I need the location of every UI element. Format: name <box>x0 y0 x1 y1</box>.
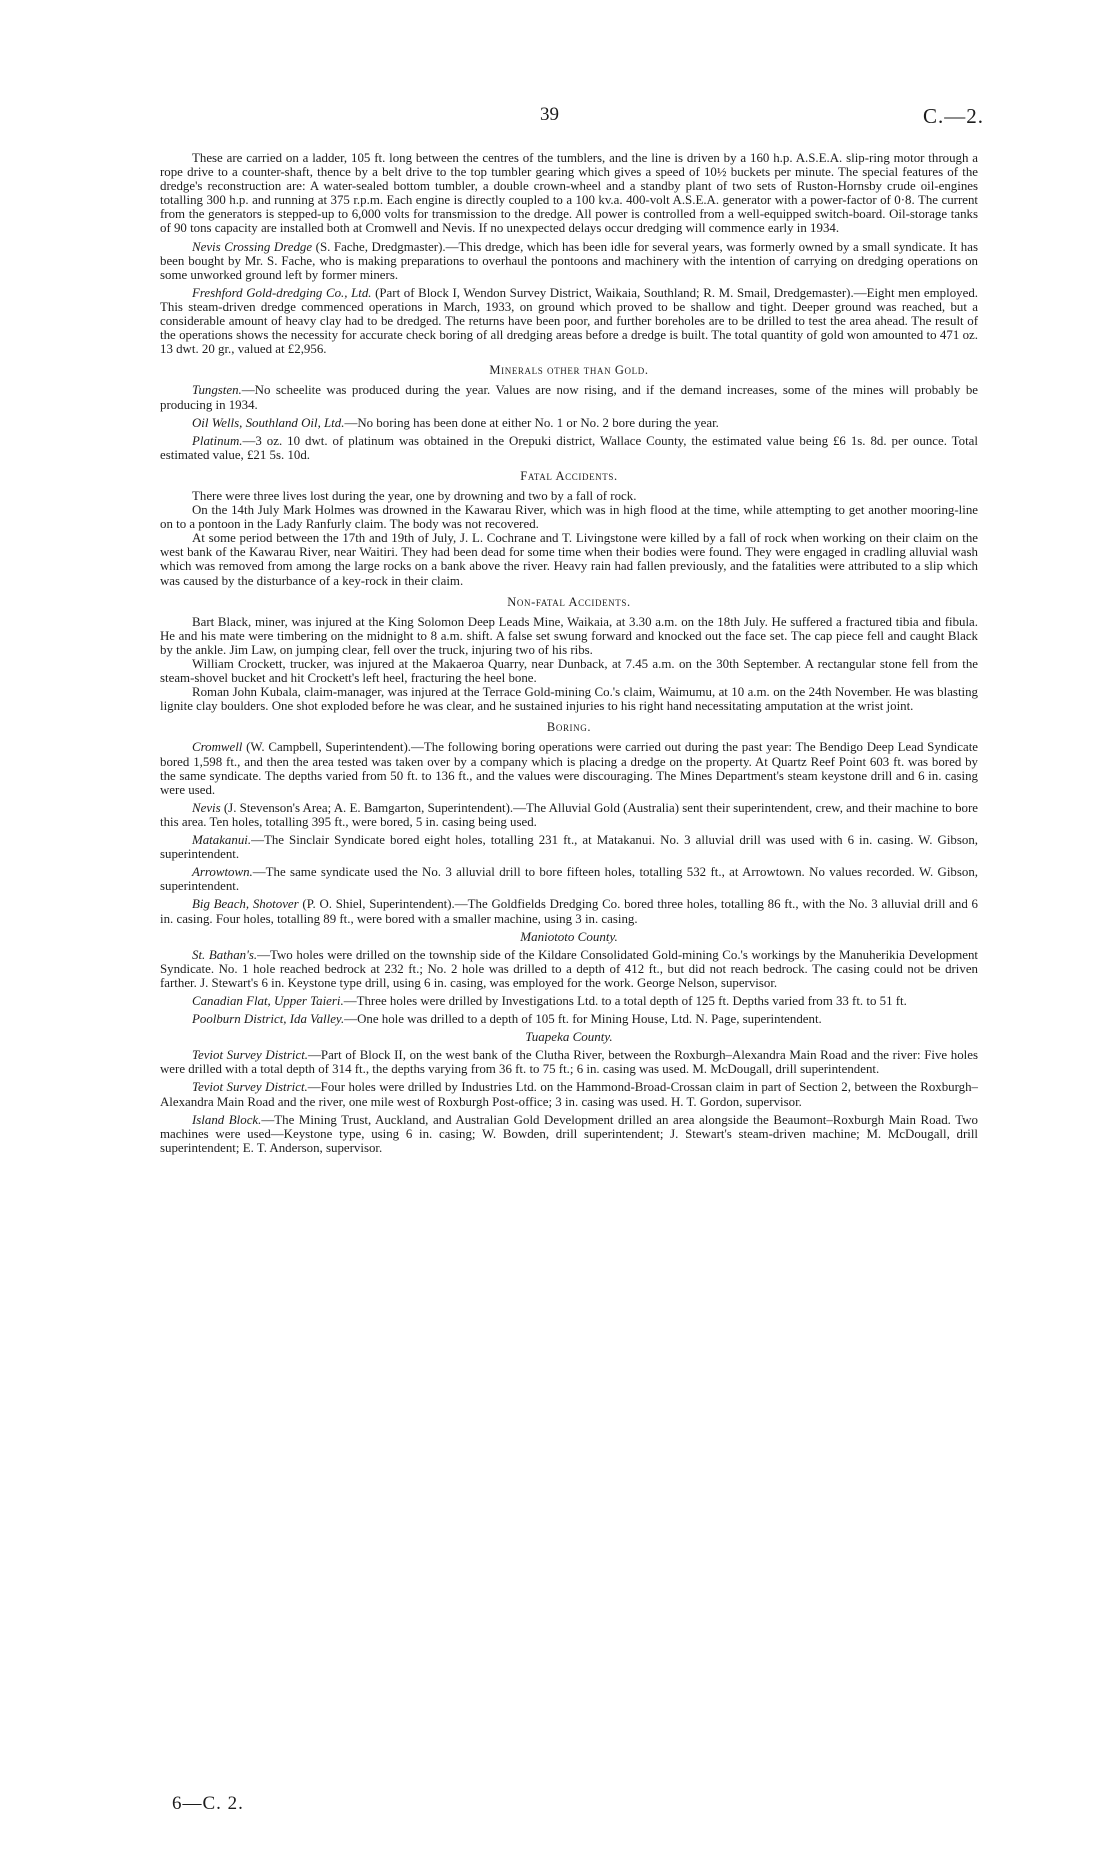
heading-tuapeka-county: Tuapeka County. <box>525 1029 613 1045</box>
paragraph-teviot-1: Teviot Survey District.—Part of Block II, on the west bank of the Clutha River, between the Roxburgh–Alexandra Main Road and the river: Five holes were drilled with a total depth of 314 ft., the depths varying from 36 ft. to 75 ft.; 6 in. casing was used. M. McDougall, drill superintendent. <box>160 1048 978 1077</box>
paragraph-freshford: Freshford Gold-dredging Co., Ltd. (Part of Block I, Wendon Survey District, Waikaia, Southland; R. M. Smail, Dredgemaster).—Eight men employed. This steam-driven dredge commenced operations in March, 1933, on ground which proved to be shallow and tight. Deeper ground was reached, but a considerable amount of heavy clay had to be dredged. The returns have been poor, and further boreholes are to be drilled to test the area ahead. The result of the operations shows the necessity for accurate check boring of all dredging areas before a dredge is built. The total quantity of gold won amounted to 471 oz. 13 dwt. 20 gr., valued at £2,956. <box>160 285 978 357</box>
paragraph-title: Cromwell <box>192 740 243 755</box>
paragraph-title: Island Block. <box>192 1112 262 1127</box>
heading-maniototo-county: Maniototo County. <box>520 928 618 944</box>
paragraph-title: Teviot Survey District. <box>192 1080 308 1095</box>
paragraph-nonfatal-black: Bart Black, miner, was injured at the King Solomon Deep Leads Mine, Waikaia, at 3.30 a.m. on the 18th July. He suffered a fractured tibia and fibula. He and his mate were timbering on the midnight to 8 a.m. shift. A false set swung forward and knocked out the face set. The cap piece fell and caught Black by the ankle. Jim Law, on jumping clear, fell over the truck, injuring two of his ribs. <box>160 614 978 657</box>
paragraph-title: Nevis <box>192 800 221 815</box>
paragraph-teviot-2: Teviot Survey District.—Four holes were drilled by Industries Ltd. on the Hammond-Broad-Crossan claim in part of Section 2, between the Roxburgh–Alexandra Main Road and the river, one mile west of Roxburgh Post-office; 3 in. casing was used. H. T. Gordon, supervisor. <box>160 1080 978 1109</box>
paragraph-platinum: Platinum.—3 oz. 10 dwt. of platinum was obtained in the Orepuki district, Wallace County, the estimated value being £6 1s. 8d. per ounce. Total estimated value, £21 5s. 10d. <box>160 433 978 462</box>
paragraph-cromwell: Cromwell (W. Campbell, Superintendent).—The following boring operations were carried out during the past year: The Bendigo Deep Lead Syndicate bored 1,598 ft., and then the area tested was taken over by a company which is placing a dredge on the property. At Quartz Reef Point 603 ft. was bored by the same syndicate. The depths varied from 50 ft. to 136 ft., and the values were discouraging. The Mines Department's steam keystone drill and 6 in. casing were used. <box>160 740 978 797</box>
heading-boring: Boring. <box>546 720 592 735</box>
heading-nonfatal-accidents: Non-fatal Accidents. <box>507 594 631 609</box>
paragraph-arrowtown: Arrowtown.—The same syndicate used the No. 3 alluvial drill to bore fifteen holes, totalling 532 ft., at Arrowtown. No values recorded. W. Gibson, superintendent. <box>160 865 978 894</box>
paragraph-fatal-summary: There were three lives lost during the year, one by drowning and two by a fall of rock. <box>192 488 637 503</box>
paragraph-nonfatal-crockett: William Crockett, trucker, was injured at the Makaeroa Quarry, near Dunback, at 7.45 a.m. on the 30th September. A rectangular stone fell from the steam-shovel bucket and hit Crockett's left heel, fracturing the heel bone. <box>160 657 978 686</box>
paragraph-title: Platinum. <box>192 433 243 448</box>
heading-minerals: Minerals other than Gold. <box>489 363 649 378</box>
paragraph-title: Nevis Crossing Dredge <box>192 239 313 254</box>
signature-mark: 6—C. 2. <box>172 1793 244 1814</box>
paragraph-title: Teviot Survey District. <box>192 1048 309 1063</box>
paragraph-fatal-holmes: On the 14th July Mark Holmes was drowned in the Kawarau River, which was in high flood at the time, while attempting to get another mooring-line on to a pontoon in the Lady Ranfurly claim. The body was not recovered. <box>160 503 978 532</box>
paragraph-title: Tungsten. <box>192 383 242 398</box>
page-number: 39 <box>540 104 559 125</box>
paragraph-nevis: Nevis (J. Stevenson's Area; A. E. Bamgarton, Superintendent).—The Alluvial Gold (Australia) sent their superintendent, crew, and their machine to bore this area. Ten holes, totalling 395 ft., were bored, 5 in. casing being used. <box>160 800 978 829</box>
paragraph-tungsten: Tungsten.—No scheelite was produced during the year. Values are now rising, and if the demand increases, some of the mines will probably be producing in 1934. <box>160 383 978 412</box>
heading-fatal-accidents: Fatal Accidents. <box>520 468 618 483</box>
paragraph-title: St. Bathan's. <box>192 947 258 962</box>
document-code: C.—2. <box>922 104 984 128</box>
paragraph-ladder: These are carried on a ladder, 105 ft. long between the centres of the tumblers, and the line is driven by a 160 h.p. A.S.E.A. slip-ring motor through a rope drive to a counter-shaft, thence by a belt drive to the top tumbler gearing which gives a speed of 10½ buckets per minute. The special features of the dredge's reconstruction are: A water-sealed bottom tumbler, a double crown-wheel and a standby plant of two sets of Ruston-Hornsby crude oil-engines totalling 300 h.p. and running at 375 r.p.m. Each engine is directly coupled to a 100 kv.a. 400-volt A.S.E.A. generator with a power-factor of 0·8. The current from the generators is stepped-up to 6,000 volts for transmission to the dredge. All power is controlled from a well-equipped switch-board. Oil-storage tanks of 90 tons capacity are installed both at Cromwell and Nevis. If no unexpected delays occur dredging will commence early in 1934. <box>160 151 978 236</box>
paragraph-matakanui: Matakanui.—The Sinclair Syndicate bored eight holes, totalling 231 ft., at Matakanui. No. 3 alluvial drill was used with 6 in. casing. W. Gibson, superintendent. <box>160 833 978 862</box>
paragraph-nonfatal-kubala: Roman John Kubala, claim-manager, was injured at the Terrace Gold-mining Co.'s claim, Waimumu, at 10 a.m. on the 24th November. He was blasting lignite clay boulders. One shot exploded before he was clear, and he sustained injuries to his right hand necessitating amputation at the wrist joint. <box>160 685 978 714</box>
paragraph-title: Canadian Flat, Upper Taieri. <box>192 993 344 1008</box>
paragraph-big-beach: Big Beach, Shotover (P. O. Shiel, Superintendent).—The Goldfields Dredging Co. bored three holes, totalling 86 ft., with the No. 3 alluvial drill and 6 in. casing. Four holes, totalling 89 ft., were bored with a smaller machine, using 3 in. casing. <box>160 897 978 926</box>
paragraph-title: Matakanui. <box>192 833 252 848</box>
paragraph-title: Freshford Gold-dredging Co., Ltd. <box>192 285 372 300</box>
paragraph-island-block: Island Block.—The Mining Trust, Auckland, and Australian Gold Development drilled an area alongside the Beaumont–Roxburgh Main Road. Two machines were used—Keystone type, using 6 in. casing; W. Bowden, drill superintendent; J. Stewart's steam-driven machine; M. McDougall, drill superintendent; E. T. Anderson, supervisor. <box>160 1112 978 1155</box>
paragraph-poolburn: Poolburn District, Ida Valley.—One hole was drilled to a depth of 105 ft. for Mining House, Ltd. N. Page, superintendent. <box>192 1012 822 1027</box>
page-body <box>160 151 978 1159</box>
paragraph-title: Poolburn District, Ida Valley. <box>192 1012 345 1027</box>
paragraph-canadian-flat: Canadian Flat, Upper Taieri.—Three holes were drilled by Investigations Ltd. to a total depth of 125 ft. Depths varied from 33 ft. to 51 ft. <box>192 993 907 1008</box>
paragraph-title: Big Beach, Shotover <box>192 897 299 912</box>
page-header <box>0 104 1114 130</box>
paragraph-st-bathans: St. Bathan's.—Two holes were drilled on the township side of the Kildare Consolidated Gold-mining Co.'s workings by the Manuherikia Development Syndicate. No. 1 hole reached bedrock at 232 ft.; No. 2 hole was drilled to a depth of 412 ft., but did not reach bedrock. The casing could not be driven farther. J. Stewart's 6 in. Keystone type drill, using 6 in. casing, was employed for the work. George Nelson, supervisor. <box>160 947 978 990</box>
paragraph-title: Arrowtown. <box>192 865 253 880</box>
paragraph-fatal-cochrane: At some period between the 17th and 19th of July, J. L. Cochrane and T. Livingstone were killed by a fall of rock when working on their claim on the west bank of the Kawarau River, near Waitiri. They had been dead for some time when their bodies were found. They were engaged in cradling alluvial wash which was removed from among the large rocks on a bank above the river. Heavy rain had fallen previously, and the fatalities were attributed to a slip which was caused by the disturbance of a key-rock in their claim. <box>160 531 978 588</box>
paragraph-oil-wells: Oil Wells, Southland Oil, Ltd.—No boring has been done at either No. 1 or No. 2 bore during the year. <box>192 415 719 430</box>
paragraph-title: Oil Wells, Southland Oil, Ltd. <box>192 415 345 430</box>
paragraph-nevis-crossing: Nevis Crossing Dredge (S. Fache, Dredgmaster).—This dredge, which has been idle for several years, was formerly owned by a small syndicate. It has been bought by Mr. S. Fache, who is making preparations to overhaul the pontoons and machinery with the intention of carrying on dredging operations on some unworked ground left by former miners. <box>160 239 978 282</box>
